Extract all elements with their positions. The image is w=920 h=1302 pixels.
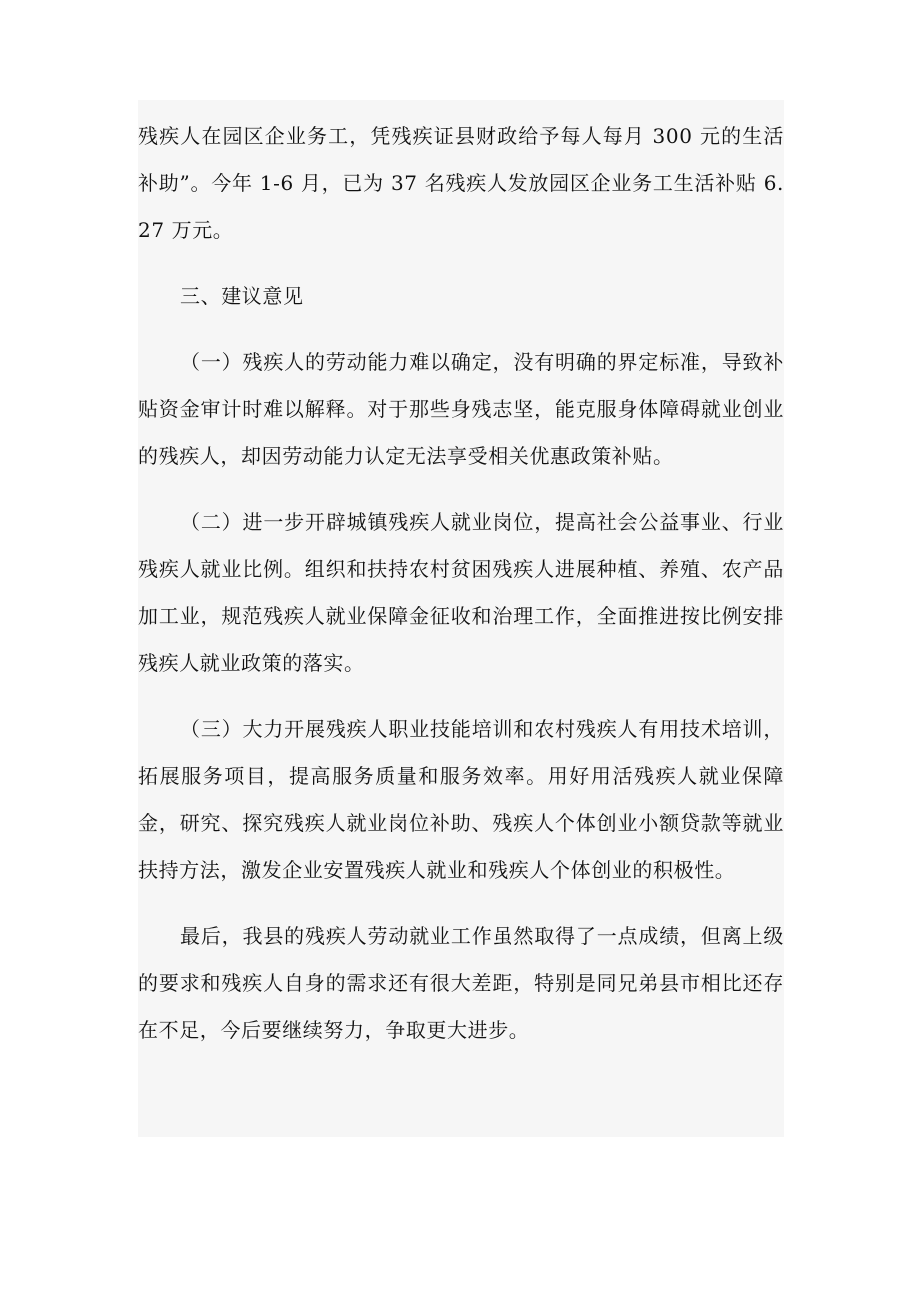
section-heading-recommendations: 三、建议意见 bbox=[180, 284, 304, 308]
paragraph-gap bbox=[138, 687, 784, 706]
paragraph-recommendation-1: （一）残疾人的劳动能力难以确定，没有明确的界定标准，导致补贴资金审计时难以解释。对于那些身残志坚，能克服身体障碍就业创业的残疾人，却因劳动能力认定无法享受相关优惠政策补贴。 bbox=[138, 350, 784, 468]
document-body bbox=[138, 113, 784, 1054]
paragraph-recommendation-2: （二）进一步开辟城镇残疾人就业岗位，提高社会公益事业、行业残疾人就业比例。组织和扶持农村贫困残疾人进展种植、养殖、农产品加工业，规范残疾人就业保障金征收和治理工作，全面推进按比例安排残疾人就业政策的落实。 bbox=[138, 510, 784, 675]
paragraph-gap bbox=[138, 254, 784, 273]
paragraph-gap bbox=[138, 320, 784, 339]
paragraph-recommendation-3: （三）大力开展残疾人职业技能培训和农村残疾人有用技术培训，拓展服务项目，提高服务质量和服务效率。用好用活残疾人就业保障金，研究、探究残疾人就业岗位补助、残疾人个体创业小额贷款等就业扶持方法，激发企业安置残疾人就业和残疾人个体创业的积极性。 bbox=[138, 717, 784, 882]
paragraph-conclusion: 最后，我县的残疾人劳动就业工作虽然取得了一点成绩，但离上级的要求和残疾人自身的需求还有很大差距，特别是同兄弟县市相比还存在不足，今后要继续努力，争取更大进步。 bbox=[138, 924, 784, 1042]
paragraph-subsidy-summary: 残疾人在园区企业务工，凭残疾证县财政给予每人每月 300 元的生活补助”。今年 1-6 月，已为 37 名残疾人发放园区企业务工生活补贴 6.27 万元。 bbox=[138, 124, 784, 242]
paragraph-gap bbox=[138, 480, 784, 499]
paragraph-gap bbox=[138, 894, 784, 913]
